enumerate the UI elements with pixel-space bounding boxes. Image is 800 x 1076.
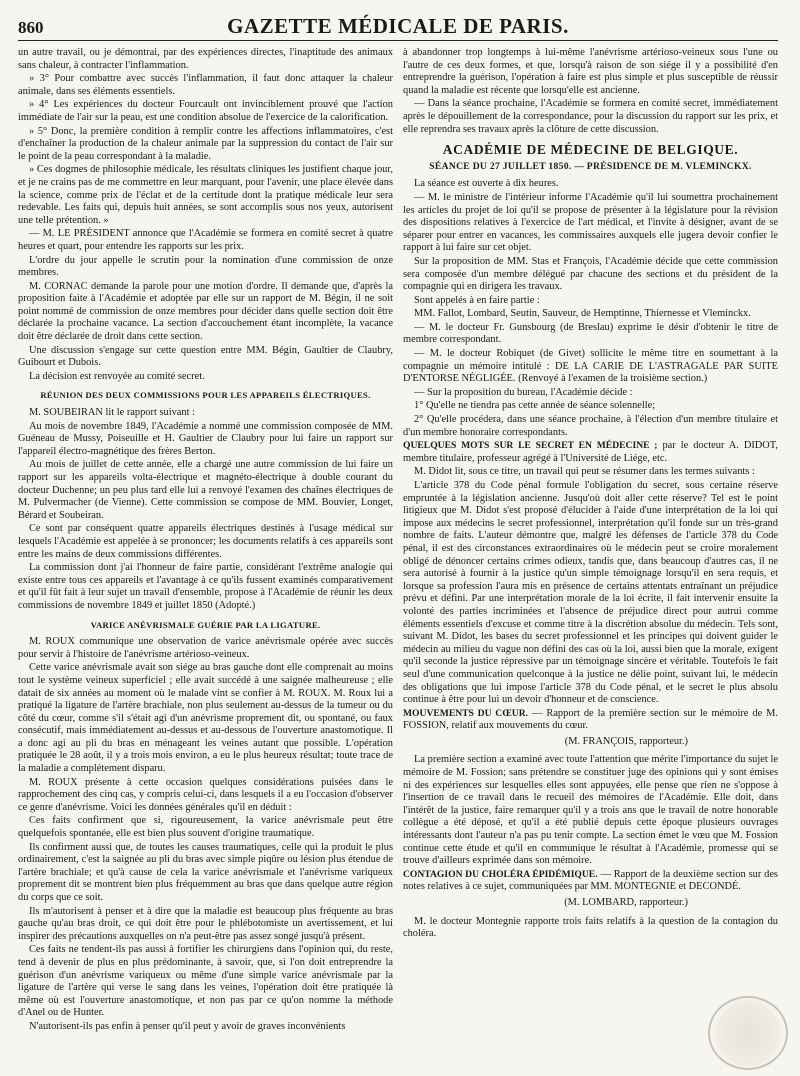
paragraph-text: par le docteur A. DIDOT, membre titulaire, professeur agrégé à l'Université de Liége, etc. xyxy=(403,440,778,464)
paragraph: M. SOUBEIRAN lit le rapport suivant : xyxy=(29,407,195,419)
paragraph xyxy=(403,440,778,465)
paragraph: Au mois de juillet de cette année, elle a chargé une autre commission de lui faire un rapport sur les appareils volta-électrique et magnéto-électrique à double courant du docteur Duchenne; un peu plus tard elle lui a renvoyé l'examen des chaînes électriques de M. Pulvermacher (de Vienne). Cette commission se compose de MM. Bouvier, Longet, Bérard et Soubeiran. xyxy=(18,459,393,521)
article-columns xyxy=(18,47,778,1069)
paragraph: Ces faits confirment que si, rigoureusement, la varice anévrismale peut être quelquefois spontanée, elle est bien plus souvent d'origine traumatique. xyxy=(18,815,393,840)
paragraph: — M. LE PRÉSIDENT annonce que l'Académie se formera en comité secret à quatre heures et quart, pour entendre les rapports sur les prix. xyxy=(18,228,393,252)
paragraph: M. Didot lit, sous ce titre, un travail qui peut se résumer dans les termes suivants : xyxy=(414,466,755,478)
paragraph: N'autorisent-ils pas enfin à penser qu'il peut y avoir de graves inconvénients xyxy=(29,1020,346,1032)
paragraph: — M. le docteur Robiquet (de Givet) sollicite le même titre en soumettant à la compagnie un mémoire intitulé : DE LA CARIE DE L'ASTRAGALE PAR SUITE D'ENTORSE NÉGLIGÉE. (Renvoyé à l'examen de la troisième section.) xyxy=(403,348,778,385)
paragraph xyxy=(403,869,778,894)
left-column xyxy=(18,47,393,1069)
paragraph: à abandonner trop longtemps à lui-même l'anévrisme artérioso-veineux sous l'une ou l'autre de ces deux formes, et que, lorsqu'à raison de son siége il y a possibilité d'en entreprendre la guérison, l'opération à faire est plus simple et plus susceptible de réussir quand la maladie est récente que lorsqu'elle est ancienne. xyxy=(403,47,778,96)
journal-title: GAZETTE MÉDICALE DE PARIS. xyxy=(227,14,569,38)
paragraph: La commission dont j'ai l'honneur de faire partie, considérant l'extrême analogie qui existe entre tous ces appareils et l'avantage à ce qu'ils fussent examinés comparativement et qu'il fût fait à leur sujet un travail d'ensemble, propose à l'Académie de réunir les deux commissions de novembre 1849 et juillet 1850 (Adopté.) xyxy=(18,562,393,611)
paragraph: Ces faits ne tendent-ils pas aussi à fortifier les chirurgiens dans l'opinion qui, du reste, tend à devenir de plus en plus prédominante, à savoir, que, si l'on doit entreprendre la guérison d'un anévrisme variqueux ou même d'une simple varice anévrismale par la ligature de l'artère qui verse le sang dans les veines, l'opération doit être pratiquée là même où est l'ouverture anastomotique, et non pas par ce qu'on nomme la méthode d'Anel ou de Hunter. xyxy=(18,944,393,1019)
paragraph xyxy=(403,708,778,733)
paragraph: La décision est renvoyée au comité secret. xyxy=(29,370,205,382)
paragraph: M. ROUX communique une observation de varice anévrismale opérée avec succès pour servir à l'histoire de l'anévrisme artérioso-veineux. xyxy=(18,636,393,660)
paragraph: Sur la proposition de MM. Stas et François, l'Académie décide que cette commission sera composée d'un membre délégué par chacune des sections et du président de la compagnie qui en dirigera les travaux. xyxy=(403,255,778,293)
paragraph: » 4° Les expériences du docteur Fourcault ont invinciblement prouvé que l'action immédiate de l'air sur la peau, est une condition absolue de l'exercice de la calorification. xyxy=(18,99,393,123)
section-title: RÉUNION DES DEUX COMMISSIONS POUR LES APPAREILS ÉLECTRIQUES. xyxy=(40,390,371,401)
paragraph: — M. le docteur Fr. Gunsbourg (de Breslau) exprime le désir d'obtenir le titre de membre correspondant. xyxy=(403,321,778,346)
paragraph: Ils m'autorisent à penser et à dire que la maladie est beaucoup plus fréquente au bras gauche qu'au bras droit, ce qui doit être pour le phlébotomiste un avertissement, et lui inspirer des précautions auxquelles on n'a peut-être pas assez songé jusqu'à présent. xyxy=(18,905,393,942)
paragraph-lead: CONTAGION DU CHOLÉRA ÉPIDÉMIQUE. xyxy=(403,868,598,880)
paragraph-lead: QUELQUES MOTS SUR LE SECRET EN MÉDECINE ; xyxy=(403,440,658,452)
paragraph: M. CORNAC demande la parole pour une motion d'ordre. Il demande que, d'après la proposition faite à l'Académie et adoptée par elle sur un rapport de M. Bégin, il ne soit point nommé de commission de onze membres pour décider dans quelle section doit être déclarée la prochaine vacance. La section d'accouchement étant incomplète, la vacance doit être déclarée de droit dans cette section. xyxy=(18,280,393,343)
paragraph: L'ordre du jour appelle le scrutin pour la nomination d'une commission de onze membres. xyxy=(18,254,393,279)
paragraph: La première section a examiné avec toute l'attention que mérite l'importance du sujet le mémoire de M. Fossion; sans prétendre se constituer juge des opinions qui y sont émises ni des expériences sur lesquelles elles sont appuyées, elle pense que rien ne s'oppose à l'insertion de ce travail dans le recueil des mémoires de l'Académie. Elle doit, dans l'intérêt de la justice, faire remarquer qu'il y a trois ans que le travail de notre honorable collègue a été déposé, et qu'il a été publié depuis cette époque plusieurs ouvrages intéressants dont l'auteur n'a pas pu tenir compte. La section émet le vœu que M. Fossion continue cette étude et qu'il en communique le résultat à l'Académie, promesse qui se trouve d'ailleurs exprimée dans son mémoire. xyxy=(403,754,778,867)
paragraph: — Dans la séance prochaine, l'Académie se formera en comité secret, immédiatement après le dépouillement de la correspondance, pour la discussion du rapport sur les prix, et elle reprendra ses travaux après la clôture de cette discussion. xyxy=(403,98,778,135)
paragraph: Au mois de novembre 1849, l'Académie a nommé une commission composée de MM. Guéneau de Mussy, Poiseuille et H. Gaultier de Claubry pour lui faire un rapport sur l'appareil électro-magnétique des frères Berton. xyxy=(18,420,393,457)
paragraph: » 3° Pour combattre avec succès l'inflammation, il faut donc attaquer la chaleur animale, dans ses éléments essentiels. xyxy=(18,73,393,97)
paragraph: Ce sont par conséquent quatre appareils électriques destinés à l'usage médical sur lesquels l'Académie est appelée à se prononcer; les documents relatifs à ces appareils sont entre les mains de deux commissions différentes. xyxy=(18,523,393,560)
paragraph: M. ROUX présente à cette occasion quelques considérations puisées dans le rapprochement des cinq cas, y compris celui-ci, dans lesquels il a eu l'occasion d'observer ce genre d'anévrisme. Voici les données générales qu'il en déduit : xyxy=(18,776,393,813)
paragraph: Ils confirment aussi que, de toutes les causes traumatiques, celle qui la produit le plus ordinairement, c'est la saignée au pli du bras avec simple piqûre ou lésion plus étendue de l'artère brachiale; et qu'à cause de cela la varice anévrismale et l'anévrisme variqueux proprement dit se montrent bien plus fréquemment au bras que dans quelque autre région du corps que ce soit. xyxy=(18,841,393,903)
rapporteur-line: (M. FRANÇOIS, rapporteur.) xyxy=(564,735,688,747)
session-heading: SÉANCE DU 27 JUILLET 1850. — PRÉSIDENCE DE M. VLEMINCKX. xyxy=(429,160,752,172)
page-number: 860 xyxy=(18,18,44,37)
rapporteur-line: (M. LOMBARD, rapporteur.) xyxy=(564,897,688,908)
paragraph: — M. le ministre de l'intérieur informe l'Académie qu'il lui soumettra prochainement les articles du projet de loi qu'il se propose de présenter à la législature pour la révision des dispositions relatives à l'exercice de l'art médical, et l'invite à désigner, avant de se séparer pour entrer en vacances, les commissaires auxquels elle jugera devoir confier le rapport à lui faire sur cet objet. xyxy=(403,191,778,254)
paragraph: un autre travail, ou je démontrai, par des expériences directes, l'inaptitude des animaux sans chaleur, à contracter l'inflammation. xyxy=(18,47,393,71)
paragraph-lead: MOUVEMENTS DU CŒUR. xyxy=(403,707,529,719)
paragraph: L'article 378 du Code pénal formule l'obligation du secret, sous certaine réserve empruntée à la législation ancienne. Jusqu'où doit aller cette réserve? Tel est le point litigieux que M. Didot s'est proposé d'élucider à l'aide d'une interprétation de la loi qui impose aux médecins le secret professionnel, interprétation qu'il fonde sur un très-grand nombre de faits. L'auteur démontre que, malgré les défenses de l'article 378 du Code pénal, il est des circonstances extraordinaires où le médecin peut se croire moralement obligé de dénoncer certains crimes odieux, tandis que, dans beaucoup d'autres cas, il ne sera autorisé à fournir à la justice qu'un simple témoignage lorsqu'il en sera requis, et lorsque sa profession l'aura mis en présence de certains attentats entraînant un préjudice prévu et défini. Par une interprétation morale de la loi écrite, il fait intervenir ensuite la volonté des parties incriminées et l'absence de préjudice direct pour autrui comme éléments essentiels d'excuse et comme titre à la discrétion absolue du médecin. Tels sont, suivant M. Didot, les bases du secret professionnel et les principes qui doivent guider le médecin au milieu du vague non défini des cas où la loi, aussi bien que la morale, exigent qu'il seconde la justice répressive par un témoignage sincère et véritable. Toutefois le fait seul d'une communication quelconque à la justice ne délie point, suivant lui, le médecin des obligations que lui impose l'article 378 du Code pénal, et le secret le plus absolu continue à être pour lui un devoir d'honneur et de conscience. xyxy=(403,480,778,706)
paragraph: M. le docteur Montegnie rapporte trois faits relatifs à la question de la contagion du choléra. xyxy=(403,915,778,940)
paragraph-text: — Rapport de la deuxième section sur des notes relatives à ce sujet, communiquées par MM. MONTEGNIE et DECONDÉ. xyxy=(403,868,778,893)
page-header xyxy=(18,14,778,41)
library-stamp xyxy=(708,996,788,1070)
paragraph: » 5° Donc, la première condition à remplir contre les affections inflammatoires, c'est d'enchaîner la production de la chaleur animale par la suppression du contact de l'air sur le point de la peau correspondant à la maladie. xyxy=(18,125,393,162)
paragraph-text: — Rapport de la première section sur le mémoire de M. FOSSION, relatif aux mouvements du cœur. xyxy=(403,707,778,732)
right-column xyxy=(403,47,778,1069)
academy-heading: ACADÉMIE DE MÉDECINE DE BELGIQUE. xyxy=(442,142,739,158)
paragraph: MM. Fallot, Lombard, Seutin, Sauveur, de Hemptinne, Thiernesse et Vleminckx. xyxy=(414,308,751,320)
paragraph: 1° Qu'elle ne tiendra pas cette année de séance solennelle; xyxy=(414,400,656,412)
paragraph: » Ces dogmes de philosophie médicale, les résultats cliniques les justifient chaque jour, et je ne crains pas de me commettre en leur marquant, pour l'avenir, une place élevée dans la science, comme prix de l'éclat et de la certitude dont la pratique médicale leur sera redevable. Les faits qui, depuis huit années, se sont accomplis sous nos yeux, autorisent une telle prétention. » xyxy=(18,164,393,226)
paragraph: Cette varice anévrismale avait son siége au bras gauche dont elle comprenait au moins tout le système veineux superficiel ; elle avait succédé à une saignée malheureuse ; elle datait de six années au moment où le malade vint se confier à M. ROUX. M. Roux lui a pratiqué la ligature de l'artère brachiale, non plus seulement au-dessus de la tumeur ou du côté du cœur, comme s'il s'était agi d'un anévrisme proprement dit, ou spontané, ou faux consécutif, mais immédiatement au-dessus et au-dessous de l'ouverture anastomotique. Il a donc agi au pli du bras en ménageant les veines autant que possible. L'opération pratiquée le 28 août, il y a trois mois environ, a eu le plus heureux résultat; toute trace de la maladie a complétement disparu. xyxy=(18,662,393,775)
paragraph: 2° Qu'elle procédera, dans une séance prochaine, à l'élection d'un membre titulaire et d'un membre honoraire correspondants. xyxy=(403,414,778,438)
paragraph: — Sur la proposition du bureau, l'Académie décide : xyxy=(414,386,633,398)
paragraph: Une discussion s'engage sur cette question entre MM. Bégin, Gaultier de Claubry, Guibourt et Dubois. xyxy=(18,344,393,369)
paragraph: Sont appelés à en faire partie : xyxy=(414,294,540,306)
paragraph: La séance est ouverte à dix heures. xyxy=(414,178,559,190)
section-title: VARICE ANÉVRISMALE GUÉRIE PAR LA LIGATURE. xyxy=(90,619,321,630)
